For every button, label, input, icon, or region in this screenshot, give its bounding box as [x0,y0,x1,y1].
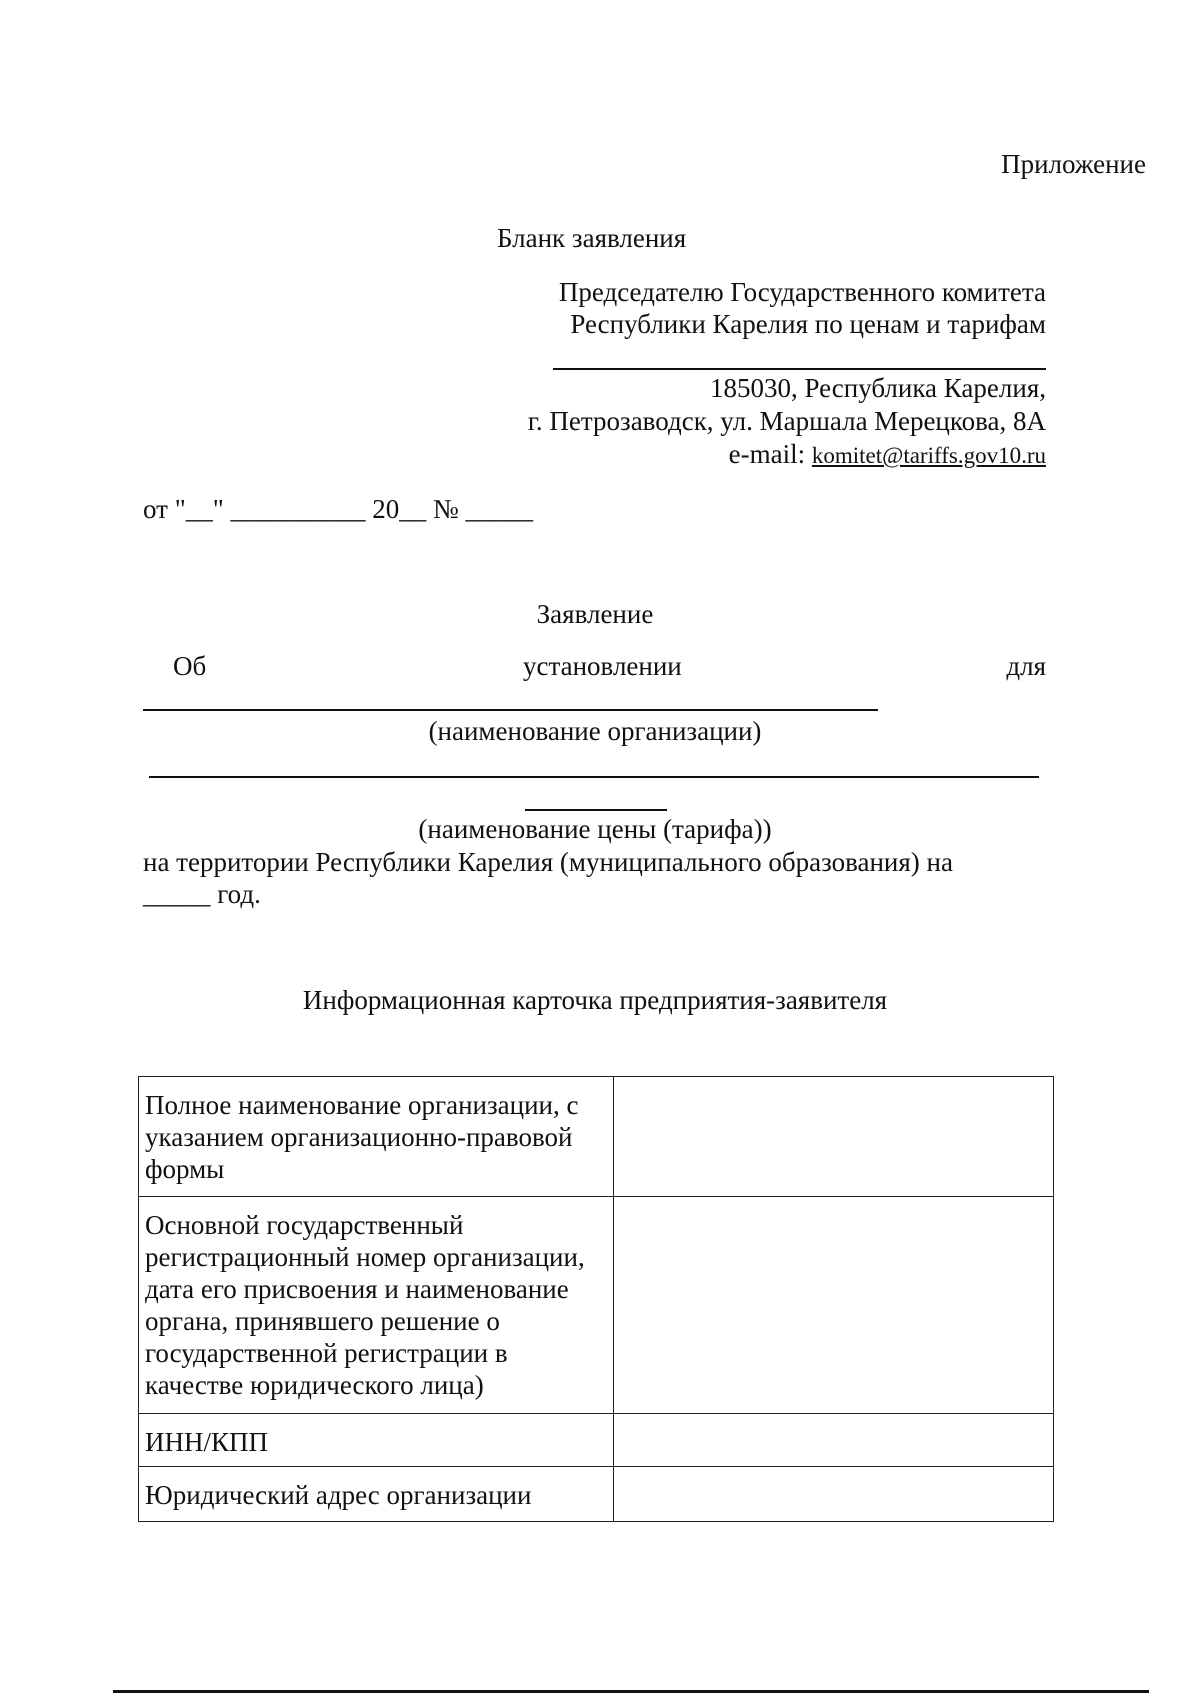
row-label-inn-kpp: ИНН/КПП [139,1414,614,1467]
row-label-legal-address: Юридический адрес организации [139,1467,614,1522]
table-row [139,1077,1054,1197]
row-value-full-name[interactable] [614,1077,1054,1197]
address-line-1: 185030, Республика Карелия, [709,373,1046,403]
form-title: Бланк заявления [497,223,687,253]
addressee-name-blank-rule [553,368,1046,370]
addressee-line-2: Республики Карелия по ценам и тарифам [570,309,1046,339]
organization-name-blank-rule [143,709,878,711]
word-ustanovlenii: установлении [523,651,682,681]
row-value-legal-address[interactable] [614,1467,1054,1522]
price-name-blank-rule-short [525,809,667,811]
info-card-title: Информационная карточка предприятия-заявителя [302,985,888,1015]
application-title: Заявление [536,599,654,629]
word-ob: Об [173,651,207,681]
email-label: e-mail: [728,439,812,469]
addressee-address [528,372,1046,471]
row-label-full-name: Полное наименование организации, с указанием организационно-правовой формы [139,1077,614,1197]
table-row [139,1467,1054,1522]
word-dlya: для [1006,651,1046,681]
organization-name-caption: (наименование организации) [428,716,762,746]
table-row [139,1197,1054,1414]
email-link[interactable]: komitet@tariffs.gov10.ru [811,443,1046,468]
page-bottom-rule [113,1690,1149,1693]
row-value-ogrn[interactable] [614,1197,1054,1414]
info-card-table [138,1076,1054,1522]
addressee-block [446,276,1046,340]
territory-line: на территории Республики Карелия (муниципального образования) на [143,847,953,877]
appendix-label: Приложение [1001,149,1146,179]
year-line: _____ год. [143,879,261,909]
date-number-line: от "__" __________ 20__ № _____ [143,494,533,524]
price-name-blank-rule [149,776,1039,778]
price-name-caption: (наименование цены (тарифа)) [418,814,772,844]
address-line-2: г. Петрозаводск, ул. Маршала Мерецкова, 8А [527,406,1046,436]
addressee-line-1: Председателю Государственного комитета [558,277,1046,307]
table-row [139,1414,1054,1467]
email-line [528,438,1046,471]
row-label-ogrn: Основной государственный регистрационный номер организации, дата его присвоения и наименование органа, принявшего решение о государственной регистрации в качестве юридического лица) [139,1197,614,1414]
row-value-inn-kpp[interactable] [614,1414,1054,1467]
